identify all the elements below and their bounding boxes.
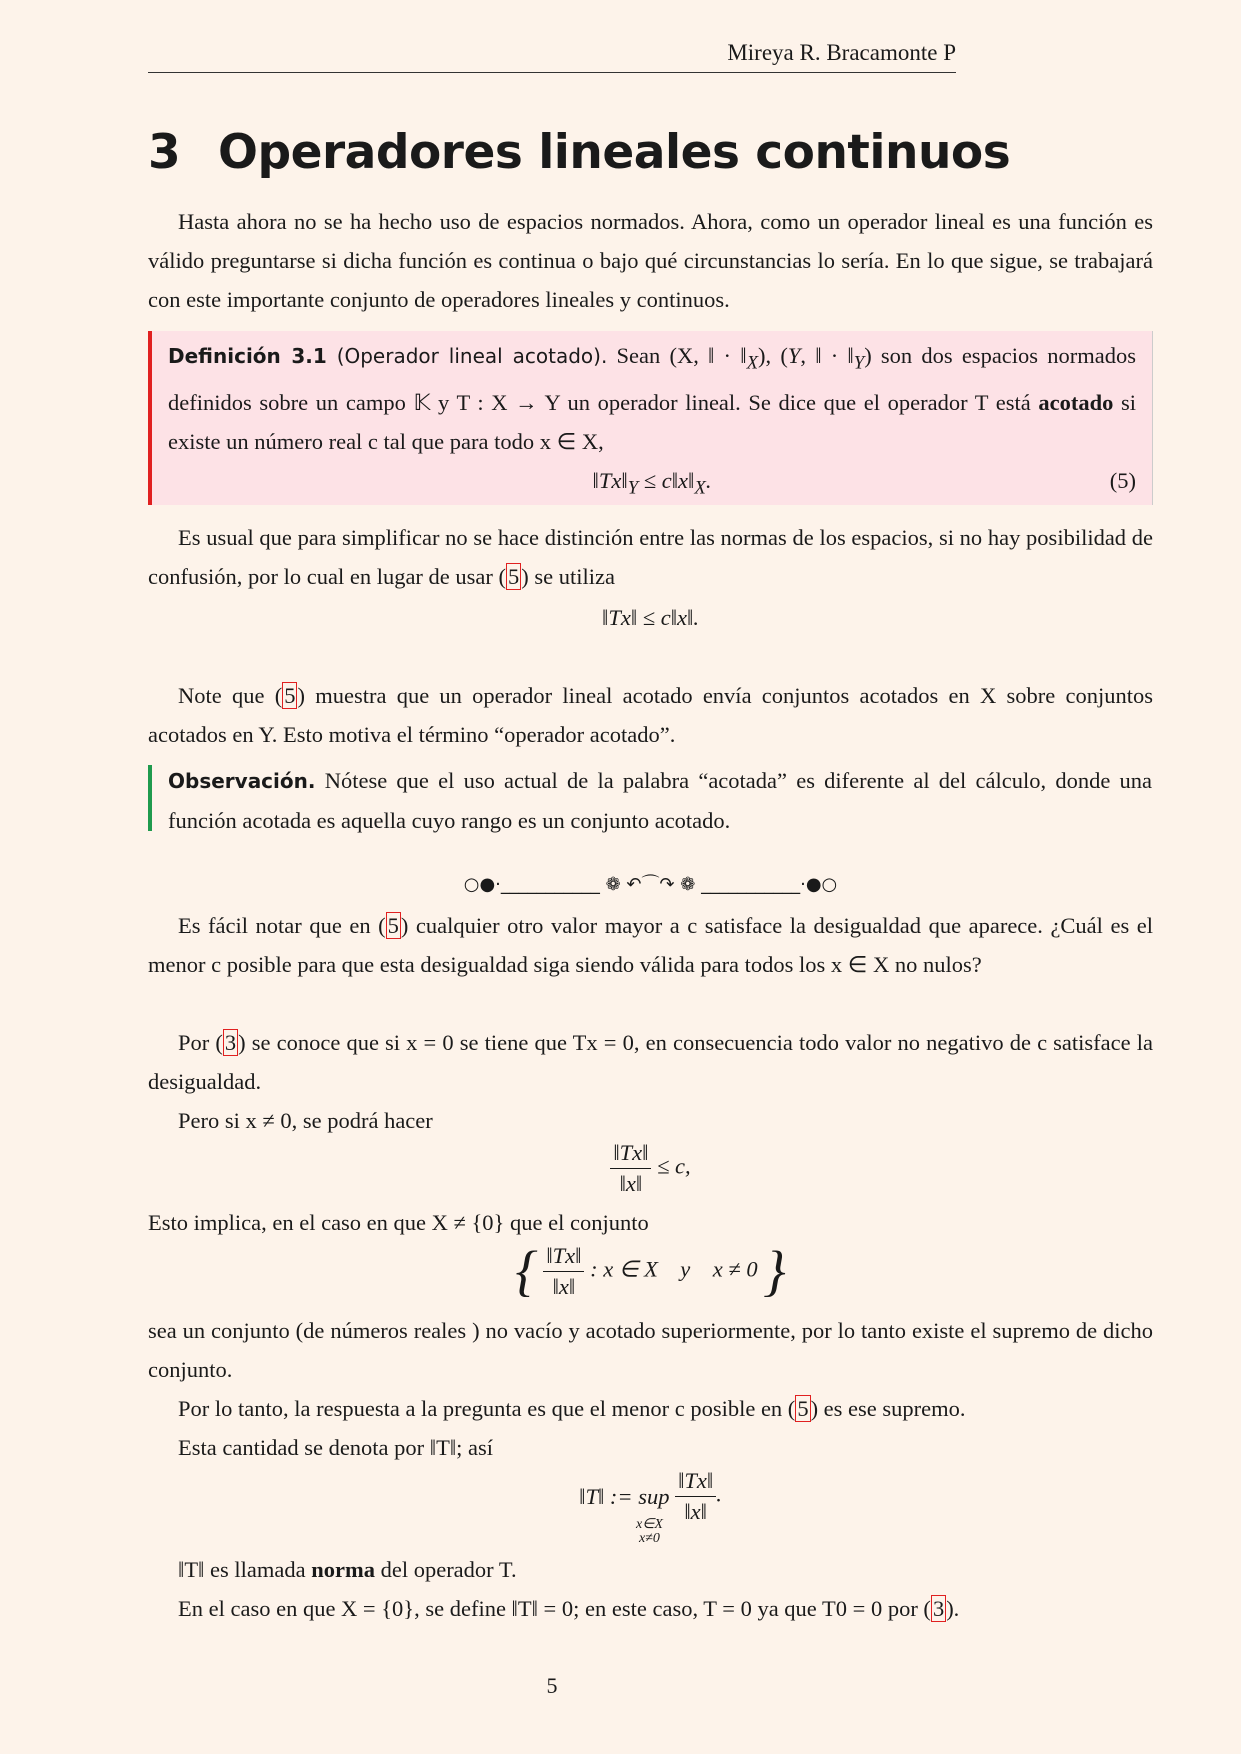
sup-subscript-1: x∈X: [635, 1516, 663, 1532]
sup-fraction-denominator: ‖x‖: [684, 1499, 707, 1524]
observation-body: [168, 761, 1152, 840]
set-condition: : x ∈ X y x ≠ 0: [590, 1256, 758, 1282]
observation-label: Observación.: [168, 769, 316, 793]
observation-text: Nótese que el uso actual de la palabra “acotada” es diferente al del cálculo, donde una función acotada es aquella cuyo rango es un conjunto acotado.: [168, 768, 1153, 833]
sup-subscript-2: x≠0: [639, 1530, 660, 1546]
paragraph-9: Esta cantidad se denota por ‖T‖; así: [178, 1435, 494, 1460]
equation-ref-link[interactable]: 5: [508, 564, 520, 589]
right-brace-icon: }: [763, 1240, 786, 1303]
page-number: 5: [546, 1673, 558, 1698]
sup-fraction: [675, 1466, 716, 1527]
section-heading: [148, 125, 1010, 180]
running-header: [148, 38, 956, 73]
paragraph-10: ‖T‖ es llamada norma del operador T.: [178, 1557, 517, 1582]
fraction-inequality: [148, 1138, 1153, 1199]
sup-fraction-numerator: ‖Tx‖: [675, 1466, 716, 1497]
intro-paragraph: Hasta ahora no se ha hecho uso de espacios normados. Ahora, como un operador lineal es una función es válido preguntarse si dicha función es continua o bajo qué circunstancias lo sería. En lo que sigue, se trabajará con este importante conjunto de operadores lineales y continuos.: [148, 209, 1153, 312]
paragraph-1: Es usual que para simplificar no se hace distinción entre las normas de los espacios, si no hay posibilidad de confusión, por lo cual en lugar de usar (5) se utiliza: [148, 525, 1153, 589]
simple-norm-equation: ‖Tx‖ ≤ c‖x‖.: [602, 605, 699, 630]
set-fraction-denominator: ‖x‖: [552, 1274, 576, 1299]
definition-box: [148, 331, 1153, 505]
norma-bold: norma: [311, 1557, 375, 1582]
paragraph-3: Es fácil notar que en (5) cualquier otro valor mayor a c satisface la desigualdad que aparece. ¿Cuál es el menor c posible para que esta desigualdad siga siendo válida para todos los x ∈ X no nulos?: [148, 913, 1153, 977]
fraction: [610, 1138, 651, 1199]
paragraph-2: Note que (5) muestra que un operador lineal acotado envía conjuntos acotados en X sobre conjuntos acotados en Y. Esto motiva el término “operador acotado”.: [148, 683, 1153, 747]
section-title: Operadores lineales continuos: [218, 125, 1011, 180]
definition-text-c: si existe un número real c tal que para todo x ∈ X,: [168, 389, 1136, 454]
equation-ref-link[interactable]: 5: [387, 913, 399, 938]
equation-ref-link[interactable]: 3: [932, 1596, 945, 1621]
equation-ref-link[interactable]: 3: [224, 1030, 237, 1055]
definition-bold: acotado: [1038, 389, 1114, 415]
sup-lhs: ‖T‖ := sup: [579, 1483, 670, 1509]
section-number: 3: [148, 125, 181, 180]
definition-text-b: son dos espacios normados definidos sobre un campo 𝕂 y T : X → Y un operador lineal. Se dice que el operador T está: [168, 343, 1136, 415]
paragraph-5: Pero si x ≠ 0, se podrá hacer: [178, 1108, 433, 1133]
paragraph-7: sea un conjunto (de números reales ) no vacío y acotado superiormente, por lo tanto existe el supremo de dicho conjunto.: [148, 1318, 1153, 1382]
operator-norm-definition: ‖T‖ := sup x∈X x≠0 $\frac{‖Tx‖}{‖x‖}$ .: [579, 1468, 722, 1546]
left-brace-icon: {: [515, 1240, 538, 1303]
definition-equation: $‖Tx‖_Y$ ≤ $c‖x‖_X$.: [592, 468, 712, 499]
paragraph-8: Por lo tanto, la respuesta a la pregunta es que el menor c posible en (5) es ese supremo.: [178, 1396, 966, 1421]
paragraph-11: En el caso en que X = {0}, se define ‖T‖ = 0; en este caso, T = 0 ya que T0 = 0 por (3).: [178, 1596, 960, 1621]
definition-body: Definición 3.1 (Operador lineal acotado). Sean (X, ‖ · $‖_X$), (Y, ‖ · $‖_Y$) son dos espacios normados definidos sobre un campo 𝕂 y T : X → Y un operador lineal. Se dice que el operador T está acotado si existe un número real c tal que para todo x ∈ X,: [168, 343, 1136, 454]
fraction-numerator: ‖Tx‖: [610, 1138, 651, 1169]
page: [148, 0, 1153, 1754]
set-fraction: [543, 1241, 584, 1302]
definition-label: Definición 3.1 (Operador lineal acotado).: [168, 344, 608, 368]
set-fraction-numerator: ‖Tx‖: [543, 1241, 584, 1272]
fraction-tail: ≤ c,: [657, 1153, 691, 1179]
paragraph-6: Esto implica, en el caso en que X ≠ {0} que el conjunto: [148, 1210, 649, 1235]
ornament-divider: ○●·___________ ❁ ↶⌒↷ ❁ ___________·●○: [463, 874, 838, 895]
paragraph-4: Por (3) se conoce que si x = 0 se tiene que Tx = 0, en consecuencia todo valor no negativo de c satisface la desigualdad.: [148, 1030, 1153, 1094]
definition-text-a: Sean (X, ‖ · ‖: [616, 343, 747, 368]
fraction-denominator: ‖x‖: [619, 1171, 643, 1196]
definition-equation-row: [168, 461, 1136, 508]
equation-number: (5): [1109, 468, 1136, 493]
equation-ref-link[interactable]: 5: [797, 1396, 809, 1421]
observation-box: [148, 765, 1152, 831]
set-expression: [148, 1241, 1153, 1302]
header-author: Mireya R. Bracamonte P: [727, 40, 956, 65]
equation-ref-link[interactable]: 5: [284, 683, 296, 708]
